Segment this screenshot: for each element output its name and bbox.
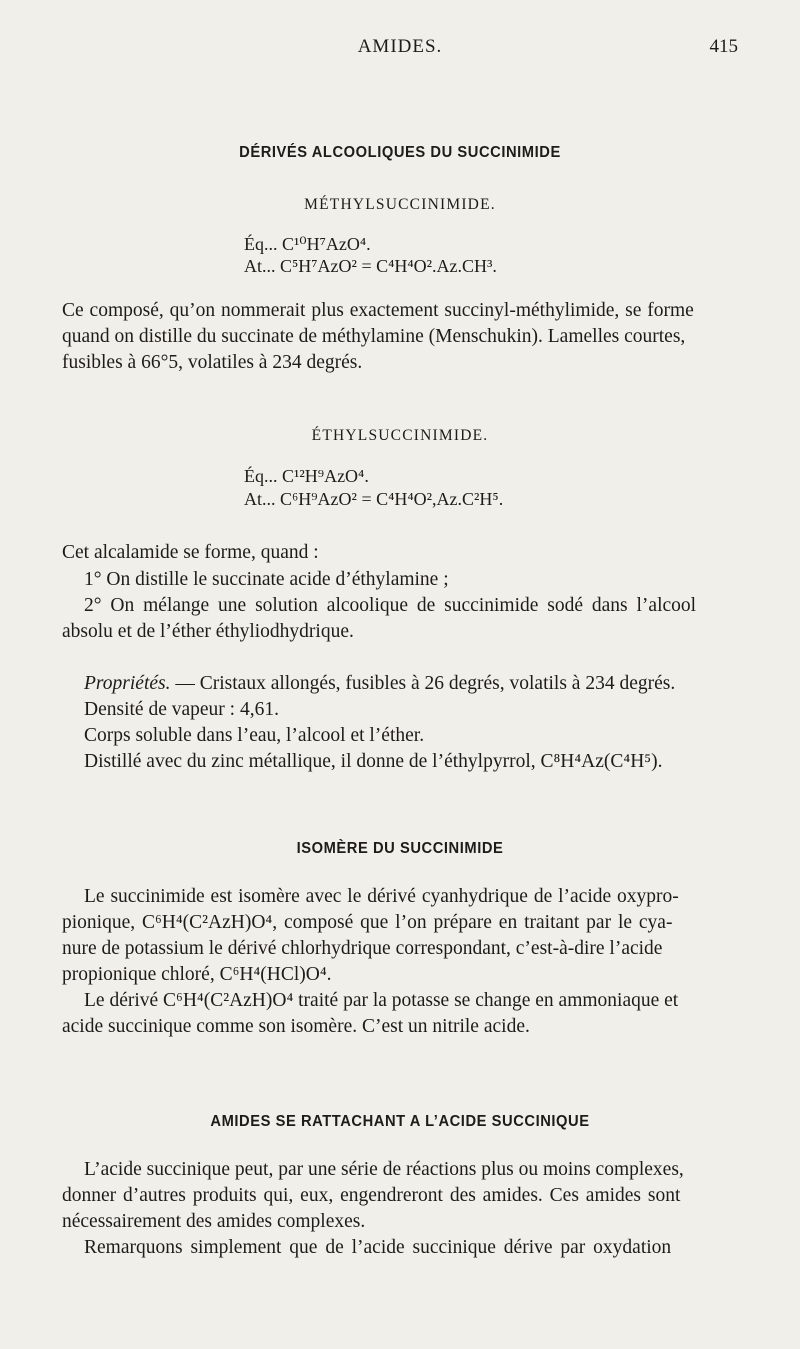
text-line: acide succinique comme son isomère. C’est un nitrile acide.	[62, 1016, 530, 1037]
formula-at-ethyl: At... C⁶H⁹AzO² = C⁴H⁴O²,Az.C²H⁵.	[244, 489, 504, 509]
section-heading-rattachant: AMIDES SE RATTACHANT A L’ACIDE SUCCINIQUE	[210, 1113, 590, 1130]
text-line: 1° On distille le succinate acide d’éthylamine ;	[84, 569, 449, 590]
compound-title-ethyl: ÉTHYLSUCCINIMIDE.	[311, 427, 489, 444]
text-line: pionique, C⁶H⁴(C²AzH)O⁴, composé que l’on prépare en traitant par le cya-	[62, 912, 673, 933]
properties-text: — Cristaux allongés, fusibles à 26 degrés, volatils à 234 degrés.	[170, 673, 676, 694]
text-line: Corps soluble dans l’eau, l’alcool et l’éther.	[84, 725, 425, 746]
text-line: absolu et de l’éther éthyliodhydrique.	[62, 621, 354, 642]
text-line: Le dérivé C⁶H⁴(C²AzH)O⁴ traité par la potasse se change en ammoniaque et	[84, 990, 679, 1011]
page-number: 415	[709, 36, 738, 57]
formula-at-methyl: At... C⁵H⁷AzO² = C⁴H⁴O².Az.CH³.	[244, 256, 497, 276]
text-line: Le succinimide est isomère avec le dérivé cyanhydrique de l’acide oxypro-	[84, 886, 679, 907]
text-line: Distillé avec du zinc métallique, il donne de l’éthylpyrrol, C⁸H⁴Az(C⁴H⁵).	[84, 751, 663, 772]
compound-title-methyl: MÉTHYLSUCCINIMIDE.	[304, 196, 496, 213]
text-line: fusibles à 66°5, volatiles à 234 degrés.	[62, 352, 363, 373]
text-line: nécessairement des amides complexes.	[62, 1211, 366, 1232]
section-heading-derives: DÉRIVÉS ALCOOLIQUES DU SUCCINIMIDE	[239, 144, 561, 161]
properties-line	[84, 671, 764, 698]
running-head: AMIDES.	[357, 36, 443, 57]
text-line: nure de potassium le dérivé chlorhydrique correspondant, c’est-à-dire l’acide	[62, 938, 663, 959]
text-line: L’acide succinique peut, par une série de réactions plus ou moins complexes,	[84, 1159, 684, 1180]
formula-eq-methyl: Éq... C¹⁰H⁷AzO⁴.	[244, 234, 371, 254]
text-line: Remarquons simplement que de l’acide succinique dérive par oxydation	[84, 1237, 672, 1258]
text-line: Densité de vapeur : 4,61.	[84, 699, 279, 720]
text-line: quand on distille du succinate de méthylamine (Menschukin). Lamelles courtes,	[62, 326, 686, 347]
properties-label: Propriétés.	[84, 673, 171, 694]
text-line: Cet alcalamide se forme, quand :	[62, 542, 319, 563]
text-line: donner d’autres produits qui, eux, engendreront des amides. Ces amides sont	[62, 1185, 681, 1206]
formula-eq-ethyl: Éq... C¹²H⁹AzO⁴.	[244, 466, 369, 486]
text-line: Ce composé, qu’on nommerait plus exactement succinyl-méthylimide, se forme	[62, 300, 694, 321]
section-heading-isomere: ISOMÈRE DU SUCCINIMIDE	[296, 840, 504, 857]
text-line: propionique chloré, C⁶H⁴(HCl)O⁴.	[62, 964, 332, 985]
text-line: 2° On mélange une solution alcoolique de succinimide sodé dans l’alcool	[84, 595, 697, 616]
